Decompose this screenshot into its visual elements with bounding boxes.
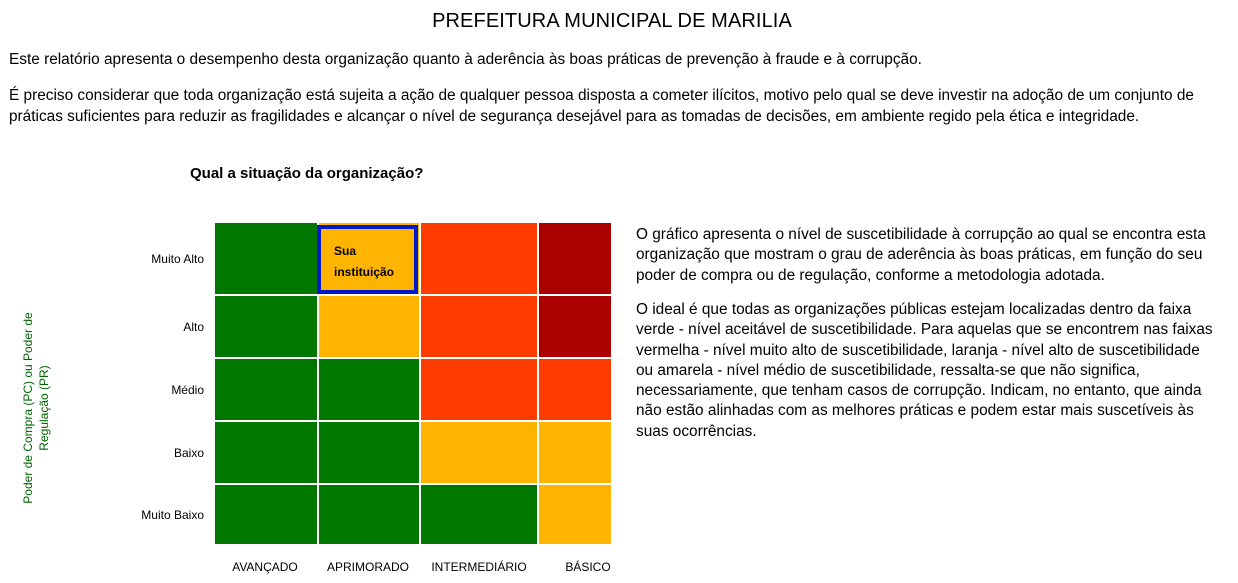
matrix-cell-3-3 xyxy=(420,358,538,421)
matrix-cell-2-4 xyxy=(538,295,612,358)
column-label: BÁSICO xyxy=(565,560,611,574)
column-label: INTERMEDIÁRIO xyxy=(431,560,527,574)
column-label: AVANÇADO xyxy=(232,560,298,574)
matrix-cell-3-2 xyxy=(318,358,420,421)
matrix-cell-1-3 xyxy=(420,222,538,295)
matrix-cell-2-2 xyxy=(318,295,420,358)
chart-title: Qual a situação da organização? xyxy=(190,165,424,182)
row-label: Muito Baixo xyxy=(141,507,204,522)
intro-paragraph-2: É preciso considerar que toda organização está sujeita a ação de qualquer pessoa disposta a cometer ilícitos, motivo pelo qual se deve investir na adoção de um conjunto de práticas suficientes para reduzir as fragilidades e alcançar o nível de segurança desejável para as tomadas de decisões, em ambiente regido pela ética e integridade. xyxy=(9,87,1194,125)
matrix-cell-4-1 xyxy=(214,421,318,484)
matrix-cell-2-1 xyxy=(214,295,318,358)
page-title: PREFEITURA MUNICIPAL DE MARILIA xyxy=(432,10,792,32)
row-label: Alto xyxy=(183,319,204,334)
matrix-cell-4-4 xyxy=(538,421,612,484)
matrix-cell-5-3 xyxy=(420,484,538,545)
marker-label-line1: Sua xyxy=(334,244,357,258)
institution-marker xyxy=(317,225,418,294)
row-label: Baixo xyxy=(173,445,204,460)
matrix-cell-3-4 xyxy=(538,358,612,421)
matrix-cell-5-4 xyxy=(538,484,612,545)
matrix-cell-5-1 xyxy=(214,484,318,545)
matrix-cell-1-4 xyxy=(538,222,612,295)
description-paragraph-1: O gráfico apresenta o nível de suscetibilidade à corrupção ao qual se encontra esta organização que mostram o grau de aderência às boas práticas, em função do seu poder de compra ou de regulação, conforme a metodologia adotada. xyxy=(636,226,1206,284)
description-paragraph-2: O ideal é que todas as organizações públicas estejam localizadas dentro da faixa verde - nível aceitável de suscetibilidade. Para aquelas que se encontrem nas faixas vermelha - nível muito alto de suscetibilidade, laranja - nível alto de suscetibilidade ou amarela - nível médio de suscetibilidade, ressalta-se que não significa, necessariamente, que tenham casos de corrupção. Indicam, no entanto, que ainda não estão alinhadas com as melhores práticas e podem estar mais suscetíveis às suas ocorrências. xyxy=(636,301,1213,440)
marker-label-line2: instituição xyxy=(334,265,395,279)
matrix-cell-2-3 xyxy=(420,295,538,358)
matrix-cell-5-2 xyxy=(318,484,420,545)
matrix-cell-1-1 xyxy=(214,222,318,295)
intro-paragraph-1: Este relatório apresenta o desempenho desta organização quanto à aderência às boas práticas de prevenção à fraude e à corrupção. xyxy=(9,51,922,68)
column-label: APRIMORADO xyxy=(326,560,409,574)
matrix-cell-4-3 xyxy=(420,421,538,484)
matrix-cell-3-1 xyxy=(214,358,318,421)
row-label: Médio xyxy=(171,382,204,397)
y-axis-label: Poder de Compra (PC) ou Poder de Regulação (PR) xyxy=(21,312,51,504)
row-label: Muito Alto xyxy=(151,251,204,266)
matrix-cell-4-2 xyxy=(318,421,420,484)
